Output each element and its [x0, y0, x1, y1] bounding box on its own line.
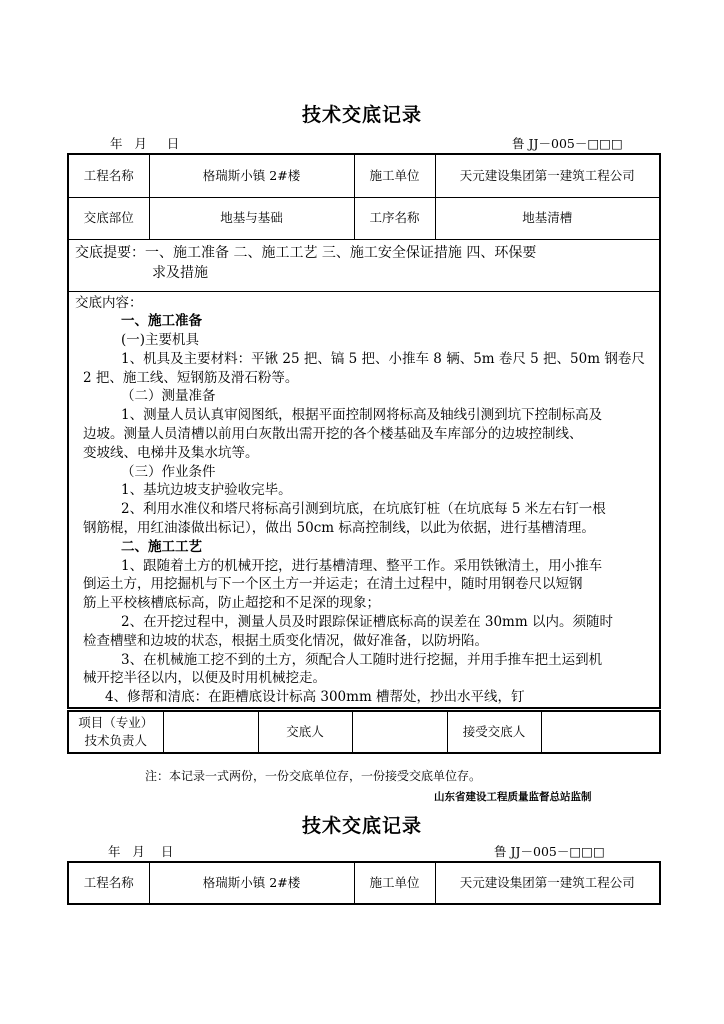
content-line: 钢筋棍，用红油漆做出标记），做出 50cm 标高控制线，以此为依据，进行基槽清理。 — [83, 520, 595, 537]
content-line: 检查槽壁和边坡的状态，根据土质变化情况，做好准备，以防坍陷。 — [83, 632, 488, 649]
discloser-signature-field[interactable] — [352, 711, 447, 753]
record-code: 鲁 JJ－005－□□□ — [494, 844, 605, 859]
part-value[interactable]: 地基与基础 — [149, 197, 354, 239]
page-title: 技术交底记录 — [301, 104, 422, 126]
project-name-value[interactable]: 格瑞斯小镇 2#楼 — [149, 154, 354, 197]
date-label: 年 月 日 — [108, 844, 174, 859]
tech-lead-label — [68, 711, 163, 753]
content-heading: 交底内容： — [75, 294, 143, 311]
date-label: 年 月 日 — [110, 136, 180, 151]
content-line: 1、机具及主要材料：平锹 25 把、镐 5 把、小推车 8 辆、5m 卷尺 5 把、50m 钢卷尺 — [121, 350, 645, 367]
process-value[interactable]: 地基清槽 — [435, 197, 660, 239]
content-cell[interactable] — [68, 291, 660, 708]
content-line: 械开挖半径以内，以便及时用机械挖走。 — [83, 670, 326, 687]
record-table — [67, 861, 661, 905]
summary-cell[interactable] — [68, 239, 660, 291]
page-title: 技术交底记录 — [301, 815, 422, 837]
content-line: 2、在开挖过程中，测量人员及时跟踪保证槽底标高的误差在 30mm 以内。须随时 — [121, 614, 613, 631]
contractor-label: 施工单位 — [354, 154, 435, 197]
section-heading: 二、施工工艺 — [121, 538, 202, 555]
receiver-signature-field[interactable] — [541, 711, 660, 753]
process-label: 工序名称 — [354, 197, 435, 239]
content-line: 4、修帮和清底：在距槽底设计标高 300mm 槽帮处，抄出水平线，钉 — [105, 689, 525, 706]
section-heading: 一、施工准备 — [121, 313, 202, 330]
content-line: 1、基坑边坡支护验收完毕。 — [121, 482, 292, 499]
signature-table — [67, 710, 661, 754]
project-name-value[interactable]: 格瑞斯小镇 2#楼 — [149, 862, 354, 904]
content-line: 3、在机械施工挖不到的土方，须配合人工随时进行挖掘，并用手推车把土运到机 — [121, 651, 603, 668]
record-table — [67, 153, 661, 709]
content-line: 2 把、施工线、短钢筋及滑石粉等。 — [83, 369, 299, 386]
contractor-label: 施工单位 — [354, 862, 435, 904]
discloser-label: 交底人 — [258, 711, 352, 753]
content-line: 2、利用水准仪和塔尺将标高引测到坑底，在坑底钉桩（在坑底每 5 米左右钉一根 — [121, 501, 606, 518]
summary-line: 求及措施 — [152, 264, 208, 281]
subsection-heading: （三）作业条件 — [121, 463, 216, 480]
subsection-heading: （二）测量准备 — [121, 388, 216, 405]
summary-line: 交底提要：一、施工准备 二、施工工艺 三、施工安全保证措施 四、环保要 — [75, 244, 537, 261]
contractor-value[interactable]: 天元建设集团第一建筑工程公司 — [435, 154, 660, 197]
part-label: 交底部位 — [68, 197, 149, 239]
content-line: 筋上平校核槽底标高，防止超挖和不足深的现象； — [83, 595, 380, 612]
subsection-heading: (一)主要机具 — [121, 332, 200, 349]
content-line: 边坡。测量人员清槽以前用白灰散出需开挖的各个楼基础及车库部分的边坡控制线、 — [83, 426, 583, 443]
record-note: 注：本记录一式两份，一份交底单位存，一份接受交底单位存。 — [145, 769, 482, 783]
supervising-agency: 山东省建设工程质量监督总站监制 — [434, 791, 592, 803]
contractor-value[interactable]: 天元建设集团第一建筑工程公司 — [435, 862, 660, 904]
record-code: 鲁 JJ－005－□□□ — [512, 136, 623, 151]
content-line: 1、跟随着土方的机械开挖，进行基槽清理、整平工作。采用铁锹清土，用小推车 — [121, 557, 603, 574]
tech-lead-signature-field[interactable] — [163, 711, 258, 753]
tech-lead-label-line: 技术负责人 — [84, 733, 147, 748]
content-line: 1、测量人员认真审阅图纸，根据平面控制网将标高及轴线引测到坑下控制标高及 — [121, 407, 603, 424]
project-name-label: 工程名称 — [68, 154, 149, 197]
project-name-label: 工程名称 — [68, 862, 149, 904]
content-line: 变坡线、电梯井及集水坑等。 — [83, 444, 259, 461]
content-line: 倒运土方，用挖掘机与下一个区土方一并运走；在清土过程中，随时用钢卷尺以短钢 — [83, 576, 583, 593]
tech-lead-label-line: 项目（专业） — [78, 715, 154, 730]
receiver-label: 接受交底人 — [447, 711, 541, 753]
content-body — [75, 294, 655, 707]
